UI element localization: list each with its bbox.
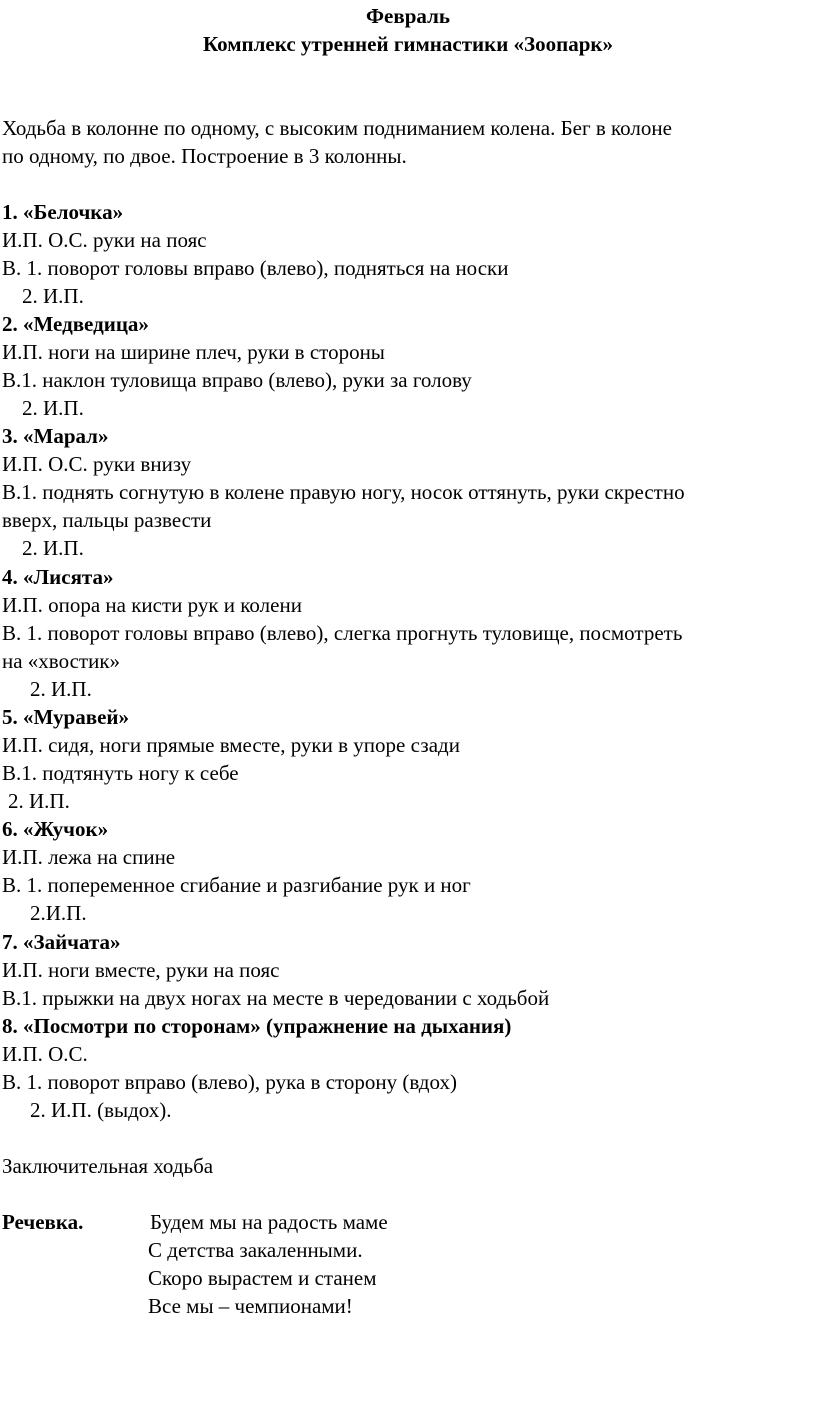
exercise-6-step2: 2.И.П. (30, 901, 87, 925)
document-title: Комплекс утренней гимнастики «Зоопарк» (202, 32, 614, 56)
exercise-4-start: И.П. опора на кисти рук и колени (2, 593, 302, 617)
intro-line-1: Ходьба в колонне по одному, с высоким подниманием колена. Бег в колоне (2, 116, 672, 140)
document-month: Февраль (366, 4, 450, 28)
exercise-2-step1: В.1. наклон туловища вправо (влево), руки за голову (2, 368, 472, 392)
exercise-5-step2: 2. И.П. (8, 789, 70, 813)
exercise-6-title: 6. «Жучок» (2, 817, 109, 841)
exercise-1-start: И.П. О.С. руки на пояс (2, 228, 207, 252)
exercise-8-step1: В. 1. поворот вправо (влево), рука в сторону (вдох) (2, 1070, 457, 1094)
exercise-2-start: И.П. ноги на ширине плеч, руки в стороны (2, 340, 385, 364)
chant-line-2: С детства закаленными. (148, 1238, 363, 1262)
exercise-6-start: И.П. лежа на спине (2, 845, 176, 869)
exercise-4-step1: В. 1. поворот головы вправо (влево), слегка прогнуть туловище, посмотреть (2, 621, 683, 645)
exercise-2-step2: 2. И.П. (22, 396, 84, 420)
exercise-4-step1-cont: на «хвостик» (2, 649, 121, 673)
intro-line-2: по одному, по двое. Построение в 3 колонны. (2, 144, 407, 168)
exercise-5-step1: В.1. подтянуть ногу к себе (2, 761, 239, 785)
chant-line-4: Все мы – чемпионами! (148, 1294, 353, 1318)
exercise-3-step2: 2. И.П. (22, 536, 84, 560)
exercise-2-title: 2. «Медведица» (2, 312, 149, 336)
exercise-8-step2: 2. И.П. (выдох). (30, 1098, 172, 1122)
exercise-8-title: 8. «Посмотри по сторонам» (упражнение на дыхания) (2, 1014, 512, 1038)
exercise-4-title: 4. «Лисята» (2, 565, 114, 589)
exercise-3-step1: В.1. поднять согнутую в колене правую ногу, носок оттянуть, руки скрестно (2, 480, 685, 504)
exercise-1-step1: В. 1. поворот головы вправо (влево), подняться на носки (2, 256, 509, 280)
exercise-6-step1: В. 1. попеременное сгибание и разгибание рук и ног (2, 873, 471, 897)
exercise-1-title: 1. «Белочка» (2, 200, 124, 224)
exercise-7-title: 7. «Зайчата» (2, 930, 121, 954)
exercise-3-title: 3. «Марал» (2, 424, 109, 448)
chant-line-3: Скоро вырастем и станем (148, 1266, 377, 1290)
exercise-7-step1: В.1. прыжки на двух ногах на месте в чередовании с ходьбой (2, 986, 550, 1010)
exercise-5-start: И.П. сидя, ноги прямые вместе, руки в упоре сзади (2, 733, 460, 757)
exercise-3-step1-cont: вверх, пальцы развести (2, 508, 212, 532)
chant-label: Речевка. (2, 1210, 84, 1234)
chant-line-1: Будем мы на радость маме (150, 1210, 388, 1234)
closing-walk: Заключительная ходьба (2, 1154, 214, 1178)
exercise-7-start: И.П. ноги вместе, руки на пояс (2, 958, 280, 982)
exercise-5-title: 5. «Муравей» (2, 705, 129, 729)
exercise-1-step2: 2. И.П. (22, 284, 84, 308)
exercise-4-step2: 2. И.П. (30, 677, 92, 701)
exercise-8-start: И.П. О.С. (2, 1042, 88, 1066)
exercise-3-start: И.П. О.С. руки внизу (2, 452, 192, 476)
